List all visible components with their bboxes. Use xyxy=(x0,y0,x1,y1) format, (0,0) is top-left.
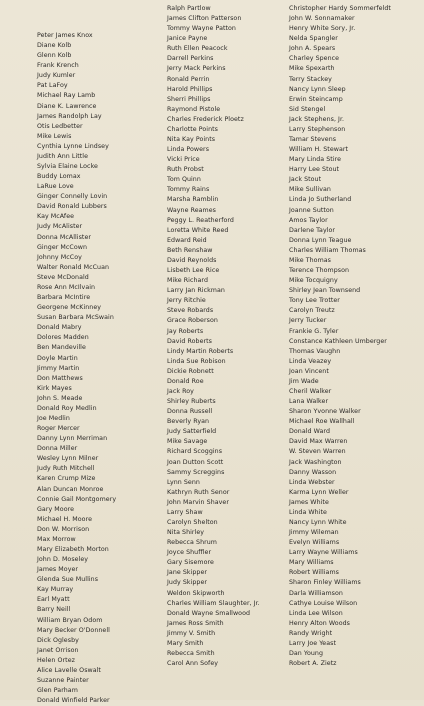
name-entry: Nancy Lynn White xyxy=(289,518,347,526)
name-entry: Jimmy V. Smith xyxy=(167,629,216,637)
name-entry: David Reynolds xyxy=(167,256,217,264)
name-entry: Joyce Shuffler xyxy=(167,549,212,557)
name-entry: Marsha Ramblin xyxy=(167,196,219,204)
name-entry: Darlene Taylor xyxy=(289,226,336,234)
name-entry: Glenda Sue Mullins xyxy=(37,576,99,584)
name-entry: LaRue Love xyxy=(37,183,74,191)
name-entry: Mike Spexarth xyxy=(289,65,335,73)
name-entry: Charles William Thomas xyxy=(289,246,366,254)
name-entry: Sharon Yvonne Walker xyxy=(289,408,361,416)
name-entry: Glen Parham xyxy=(37,687,78,695)
name-entry: Barbara McIntire xyxy=(37,294,91,302)
name-entry: Sammy Screggins xyxy=(167,468,225,476)
name-entry: Donald Roe xyxy=(167,377,204,385)
name-entry: Barry Neill xyxy=(37,606,71,614)
name-entry: Mary Linda Stire xyxy=(289,156,342,164)
name-entry: Janice Payne xyxy=(167,35,208,43)
name-entry: W. Steven Warren xyxy=(289,448,346,456)
name-entry: Roger Mercer xyxy=(37,425,80,433)
name-entry: Darla Williamson xyxy=(289,589,343,597)
name-entry: Mike Richard xyxy=(167,277,208,285)
name-entry: Harry Lee Stout xyxy=(289,166,340,174)
name-entry: Jane Skipper xyxy=(167,569,208,577)
name-entry: Susan Barbara McSwain xyxy=(37,314,114,322)
name-entry: Sharon Finley Williams xyxy=(289,579,361,587)
name-column-3 xyxy=(289,4,391,669)
name-entry: Wesley Lynn Milner xyxy=(37,455,99,463)
name-entry: Mary Smith xyxy=(167,639,204,647)
name-entry: James Clifton Patterson xyxy=(167,15,242,23)
name-entry: Tom Quinn xyxy=(167,176,201,184)
name-entry: Ruth Ellen Peacock xyxy=(167,45,228,53)
name-entry: Mary Elizabeth Morton xyxy=(37,545,109,553)
name-entry: Don Matthews xyxy=(37,374,83,382)
name-entry: Judith Ann Little xyxy=(37,152,89,160)
name-entry: Jay Roberts xyxy=(167,327,204,335)
name-entry: Jack Roy xyxy=(167,387,194,395)
name-entry: Sherri Phillips xyxy=(167,95,211,103)
name-entry: Vicki Price xyxy=(167,156,200,164)
name-entry: Sid Stengel xyxy=(289,105,326,113)
name-entry: Rose Ann McIlvain xyxy=(37,283,96,291)
name-entry: Jimmy Martin xyxy=(37,364,80,372)
name-entry: Frank Krench xyxy=(37,62,79,70)
name-entry: William H. Stewart xyxy=(289,146,349,154)
name-entry: Danny Lynn Merriman xyxy=(37,435,108,443)
name-entry: Dick Oglesby xyxy=(37,636,79,644)
name-entry: Sylvia Elaine Locke xyxy=(37,163,98,171)
name-entry: Donald Ward xyxy=(289,428,331,436)
name-entry: William Bryan Odom xyxy=(37,616,103,624)
name-entry: Ginger McCown xyxy=(37,243,88,251)
name-entry: Dan Young xyxy=(289,650,323,657)
name-entry: Nita Kay Points xyxy=(167,136,216,144)
name-entry: Karma Lynn Weller xyxy=(289,488,349,496)
name-entry: Karen Crump Mize xyxy=(37,475,96,483)
name-entry: Loretta White Reed xyxy=(167,226,229,234)
name-entry: Frankie G. Tyler xyxy=(289,327,339,335)
name-entry: Gary Sisemore xyxy=(167,559,214,567)
name-entry: Thomas Vaughn xyxy=(289,347,341,355)
name-entry: Erwin Steincamp xyxy=(289,95,343,103)
name-entry: Diane Kolb xyxy=(37,42,72,50)
name-entry: Christopher Hardy Sommerfeldt xyxy=(289,5,391,12)
name-entry: Linda Lee Wilson xyxy=(289,609,343,617)
name-entry: Terence Thompson xyxy=(289,267,350,275)
name-entry: Buddy Lomax xyxy=(37,173,81,181)
name-entry: Jack Stout xyxy=(289,176,322,184)
name-entry: Kathryn Ruth Senor xyxy=(167,488,230,496)
name-entry: Terry Stackey xyxy=(289,75,332,83)
name-entry: Evelyn Williams xyxy=(289,539,340,547)
name-entry: David Roberts xyxy=(167,337,212,345)
name-entry: Don W. Morrison xyxy=(37,525,90,533)
name-entry: Helen Ortez xyxy=(37,656,75,664)
name-entry: John S. Meade xyxy=(37,394,83,402)
name-entry: Henry Alton Woods xyxy=(289,619,350,627)
name-entry: Charles Frederick Ploetz xyxy=(167,115,244,123)
name-entry: Robert Williams xyxy=(289,569,339,577)
name-entry: Mike Thomas xyxy=(289,256,331,264)
name-entry: James Ross Smith xyxy=(167,619,224,627)
name-entry: Judy Skipper xyxy=(167,579,208,587)
name-entry: Grace Roberson xyxy=(167,317,218,325)
name-entry: Alan Duncan Monroe xyxy=(37,485,104,493)
name-entry: Tommy Rains xyxy=(167,186,210,194)
name-entry: Joanne Sutton xyxy=(289,206,334,214)
name-entry: John A. Spears xyxy=(289,45,336,53)
name-entry: Peggy L. Reatherford xyxy=(167,216,234,224)
name-entry: Ralph Partlow xyxy=(167,5,211,12)
name-entry: James Randolph Lay xyxy=(37,112,102,120)
name-entry: Jack Washington xyxy=(289,458,342,466)
name-entry: Ben Mandeville xyxy=(37,344,86,352)
name-entry: Nancy Lynn Sleep xyxy=(289,85,346,93)
name-entry: Michael Ray Lamb xyxy=(37,92,96,100)
name-entry: Carolyn Treutz xyxy=(289,307,335,315)
name-entry: Linda White xyxy=(289,508,327,516)
name-entry: Tommy Wayne Patton xyxy=(167,25,236,33)
name-entry: Georgene McKinney xyxy=(37,304,102,312)
name-entry: Johnny McCoy xyxy=(37,253,82,261)
name-entry: Mike Savage xyxy=(167,438,208,446)
name-entry: Charlotte Points xyxy=(167,125,218,133)
name-entry: Cathye Louise Wilson xyxy=(289,599,358,607)
name-entry: Rebecca Shrum xyxy=(167,539,217,547)
name-entry: Doyle Martin xyxy=(37,354,78,362)
name-entry: John W. Sonnamaker xyxy=(289,15,355,23)
name-entry: Henry White Sory, Jr. xyxy=(289,25,356,33)
name-entry: Mike Tocquigny xyxy=(289,277,338,285)
name-entry: Wayne Reames xyxy=(167,206,216,214)
name-entry: Donna Miller xyxy=(37,445,78,453)
name-entry: Kay Murray xyxy=(37,586,74,594)
name-entry: Mary Williams xyxy=(289,559,334,567)
name-entry: Joe Medlin xyxy=(37,414,70,422)
name-entry: Jerry Tucker xyxy=(289,317,327,325)
name-entry: Judy Satterfield xyxy=(167,428,217,436)
name-entry: Lynn Senn xyxy=(167,478,200,486)
name-entry: Judy Kumler xyxy=(37,72,76,80)
name-entry: Carol Ann Sofey xyxy=(167,660,219,668)
name-entry: Suzanne Painter xyxy=(37,677,89,684)
name-column-2 xyxy=(167,4,260,669)
name-entry: Pat LaFoy xyxy=(37,82,68,90)
name-entry: Randy Wright xyxy=(289,629,333,637)
name-entry: Larry Wayne Williams xyxy=(289,549,358,557)
name-entry: David Ronald Lubbers xyxy=(37,203,107,211)
name-entry: Constance Kathleen Umberger xyxy=(289,337,387,345)
name-entry: Walter Ronald McCuan xyxy=(37,263,110,271)
name-entry: Tamar Stevens xyxy=(289,136,337,144)
name-entry: Tony Lee Trotter xyxy=(289,297,340,305)
name-entry: Linda Jo Sutherland xyxy=(289,196,352,204)
name-entry: Larry Stephenson xyxy=(289,125,346,133)
name-entry: Dolores Madden xyxy=(37,334,89,342)
name-entry: Carolyn Shelton xyxy=(167,518,218,526)
name-entry: Linda Veazey xyxy=(289,357,332,365)
name-entry: Lana Walker xyxy=(289,398,329,406)
name-entry: Shirley Jean Townsend xyxy=(289,287,361,295)
name-entry: Raymond Pistole xyxy=(167,105,221,113)
name-entry: David Max Warren xyxy=(289,438,348,446)
name-entry: Steve McDonald xyxy=(37,273,89,281)
name-entry: Linda Webster xyxy=(289,478,335,486)
name-entry: Nelda Spangler xyxy=(289,35,338,43)
name-entry: Harold Phillips xyxy=(167,85,213,93)
name-entry: Cheril Walker xyxy=(289,387,332,395)
name-entry: Kay McAfee xyxy=(37,213,75,221)
name-entry: Jimmy Wileman xyxy=(289,529,339,537)
name-entry: Ginger Connelly Lovin xyxy=(37,193,108,201)
name-entry: Mary Becker O'Donnell xyxy=(37,626,110,634)
name-entry: Shirley Ruberts xyxy=(167,398,216,406)
name-entry: John Marvin Shaver xyxy=(167,498,229,506)
name-entry: Michael H. Moore xyxy=(37,515,93,523)
name-entry: Cynthia Lynne Lindsey xyxy=(37,142,109,150)
name-entry: James Moyer xyxy=(37,566,79,574)
name-entry: Donna McAllister xyxy=(37,233,92,241)
name-entry: Dickie Robnett xyxy=(167,367,214,375)
name-entry: Ruth Probst xyxy=(167,166,204,174)
name-entry: Joan Vincent xyxy=(289,367,329,375)
name-entry: Beverly Ryan xyxy=(167,418,210,426)
name-entry: Judy Ruth Mitchell xyxy=(37,465,95,473)
name-entry: Donald Wayne Smallwood xyxy=(167,609,251,617)
name-entry: Beth Renshaw xyxy=(167,246,213,254)
name-entry: Donna Russell xyxy=(167,408,213,416)
name-entry: Rebecca Smith xyxy=(167,650,215,657)
name-column-1 xyxy=(37,31,116,706)
name-entry: Larry Shaw xyxy=(167,508,203,516)
name-entry: John D. Moseley xyxy=(37,556,89,564)
name-entry: Linda Powers xyxy=(167,146,210,154)
name-entry: Jerry Ritchie xyxy=(167,297,206,305)
name-entry: Diane K. Lawrence xyxy=(37,102,97,110)
name-entry: Charles William Slaughter, Jr. xyxy=(167,599,260,607)
name-entry: Donna Lynn Teague xyxy=(289,236,352,244)
name-entry: Amos Taylor xyxy=(289,216,328,224)
name-entry: Richard Scoggins xyxy=(167,448,223,456)
name-entry: Danny Wasson xyxy=(289,468,337,476)
name-entry: Mike Sullivan xyxy=(289,186,331,194)
name-entry: Jim Wade xyxy=(289,377,319,385)
name-entry: Gary Moore xyxy=(37,505,75,513)
name-entry: Lindy Martin Roberts xyxy=(167,347,234,355)
name-entry: Peter James Knox xyxy=(37,32,93,39)
name-entry: Edward Reid xyxy=(167,236,207,244)
name-entry: Nita Shirley xyxy=(167,529,205,537)
name-entry: Donald Mabry xyxy=(37,324,82,332)
name-entry: Joan Dutton Scott xyxy=(167,458,224,466)
name-entry: Donald Winfield Parker xyxy=(37,697,110,705)
name-entry: Jerry Mack Perkins xyxy=(167,65,226,73)
name-entry: Charley Spence xyxy=(289,55,340,63)
name-entry: Weldon Skipworth xyxy=(167,589,225,597)
name-entry: Darrell Perkins xyxy=(167,55,214,63)
name-entry: Michael Roe Wallhall xyxy=(289,418,355,426)
name-entry: Steve Robards xyxy=(167,307,214,315)
name-entry: Earl Myatt xyxy=(37,596,70,604)
name-entry: Donald Roy Medlin xyxy=(37,404,97,412)
name-entry: Otis Ledbetter xyxy=(37,122,83,130)
name-entry: Larry Jan Rickman xyxy=(167,287,225,295)
name-entry: Ronald Perrin xyxy=(167,75,210,83)
name-entry: Larry Joe Yeast xyxy=(289,639,336,647)
name-entry: Alice Lavelle Oswalt xyxy=(37,666,101,674)
name-entry: Connie Gail Montgomery xyxy=(37,495,117,503)
name-entry: Janet Orrison xyxy=(37,646,79,654)
name-entry: Robert A. Zietz xyxy=(289,660,337,668)
name-entry: Jack Stephens, Jr. xyxy=(289,115,345,123)
name-entry: Glenn Kolb xyxy=(37,52,72,60)
name-entry: Kirk Mayes xyxy=(37,384,72,392)
name-entry: Linda Sue Robison xyxy=(167,357,226,365)
name-entry: Mike Lewis xyxy=(37,132,72,140)
name-entry: Judy McAlister xyxy=(37,223,83,231)
name-entry: Max Morrow xyxy=(37,535,76,543)
name-entry: Lisbeth Lee Rice xyxy=(167,267,220,275)
name-entry: James White xyxy=(289,498,329,506)
